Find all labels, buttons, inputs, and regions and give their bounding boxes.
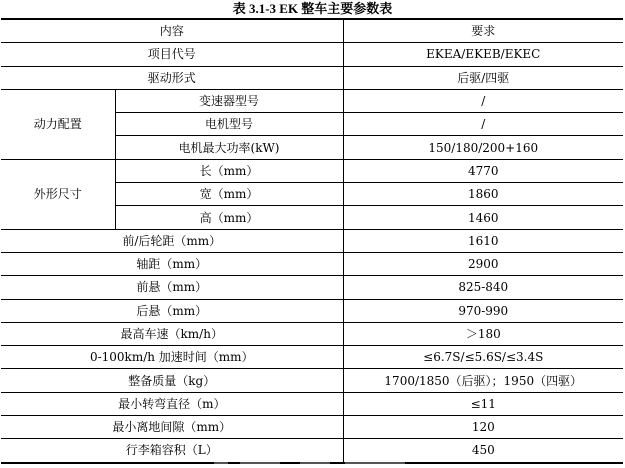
- row-value: 970-990: [343, 299, 623, 322]
- row-value: 825-840: [343, 276, 623, 299]
- row-label: 行李箱容积（L）: [1, 439, 343, 463]
- table-caption: 表 3.1-3 EK 整车主要参数表: [232, 1, 393, 16]
- row-value: 后驱/四驱: [343, 66, 623, 89]
- row-label: 高（mm）: [115, 206, 343, 229]
- row-value: 1610: [343, 229, 623, 252]
- table-row: [1, 252, 623, 275]
- row-label: 整备质量（kg）: [1, 369, 343, 392]
- table-row: [1, 89, 623, 112]
- row-value: EKEA/EKEB/EKEC: [343, 43, 623, 66]
- row-value: 1700/1850（后驱）；1950（四驱）: [343, 369, 623, 392]
- row-value: ≤6.7S/≤5.6S/≤3.4S: [343, 346, 623, 369]
- row-value: 450: [343, 439, 623, 463]
- table-row: [1, 229, 623, 252]
- row-label: 长（mm）: [115, 159, 343, 182]
- table-row: [1, 439, 623, 463]
- table-row: [1, 322, 623, 345]
- row-value: /: [343, 89, 623, 112]
- row-label: 驱动形式: [1, 66, 343, 89]
- row-value: 1460: [343, 206, 623, 229]
- table-row: [1, 159, 623, 182]
- table-row: [1, 66, 623, 89]
- row-label: 变速器型号: [115, 89, 343, 112]
- group-label-power: 动力配置: [1, 89, 115, 159]
- table-row: [1, 43, 623, 66]
- row-value: 2900: [343, 252, 623, 275]
- table-row: [1, 392, 623, 415]
- row-value: 4770: [343, 159, 623, 182]
- row-label: 轴距（mm）: [1, 252, 343, 275]
- row-label: 电机型号: [115, 113, 343, 136]
- row-label: 电机最大功率(kW): [115, 136, 343, 159]
- row-label: 最小离地间隙（mm）: [1, 416, 343, 439]
- row-label: 0-100km/h 加速时间（mm）: [1, 346, 343, 369]
- row-value: ＞180: [343, 322, 623, 345]
- vehicle-parameters-table: [1, 18, 623, 464]
- header-content: 内容: [1, 19, 343, 43]
- table-row: [1, 299, 623, 322]
- row-label: 宽（mm）: [115, 183, 343, 206]
- table-row: [1, 416, 623, 439]
- table-row: [1, 369, 623, 392]
- table-row: [1, 346, 623, 369]
- group-label-size: 外形尺寸: [1, 159, 115, 229]
- row-value: /: [343, 113, 623, 136]
- header-requirement: 要求: [343, 19, 623, 43]
- cropped-next-caption: [0, 462, 625, 468]
- row-value: 150/180/200+160: [343, 136, 623, 159]
- row-label: 后悬（mm）: [1, 299, 343, 322]
- row-value: 1860: [343, 183, 623, 206]
- row-label: 前/后轮距（mm）: [1, 229, 343, 252]
- row-label: 项目代号: [1, 43, 343, 66]
- row-label: 最小转弯直径（m）: [1, 392, 343, 415]
- row-label: 前悬（mm）: [1, 276, 343, 299]
- row-value: ≤11: [343, 392, 623, 415]
- row-value: 120: [343, 416, 623, 439]
- table-row: [1, 276, 623, 299]
- table-header-row: [1, 19, 623, 43]
- row-label: 最高车速（km/h）: [1, 322, 343, 345]
